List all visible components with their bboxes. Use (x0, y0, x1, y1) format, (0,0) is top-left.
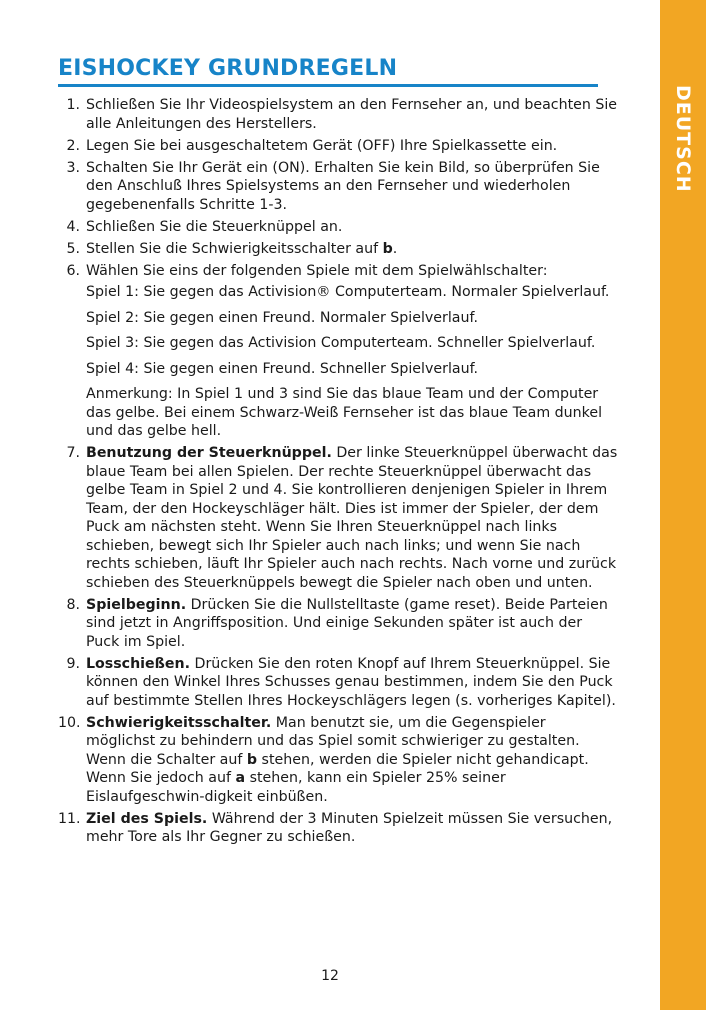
rule-text: Drücken Sie den roten Knopf auf Ihrem Steuerknüppel. Sie können den Winkel Ihres Schusses genau bestimmen, indem Sie den Puck auf bestimmte Stellen Ihres Hockeyschlägers legen (s. vorheriges Kapitel). (86, 655, 616, 709)
page-title: EISHOCKEY GRUNDREGELN (58, 56, 398, 81)
rule-number: 5. (66, 240, 80, 257)
rule-text: Schließen Sie die Steuerknüppel an. (86, 218, 343, 235)
rule-text: Der linke Steuerknüppel überwacht das blaue Team bei allen Spielen. Der rechte Steuerknüppel überwacht das gelbe Team in Spiel 2 und 4. Sie kontrollieren denjenigen Spieler in Ihrem Team, der den Hockeyschläger hält. Dies ist immer der Spieler, der dem Puck am nächsten steht. Wenn Sie Ihren Steuerknüppel nach links schieben, bewegt sich Ihr Spieler auch nach links; und wenn Sie nach rechts schieben, läuft Ihr Spieler auch nach rechts. Nach vorne und zurück schieben des Steuerknüppels bewegt die Spieler nach oben und unten. (86, 445, 618, 591)
game-list (86, 283, 618, 378)
rule-lead: Benutzung der Steuerknüppel. (86, 445, 332, 461)
title-underline (58, 84, 598, 87)
language-label: DEUTSCH (672, 85, 694, 193)
rule-text: Schließen Sie Ihr Videospielsystem an den Fernseher an, und beachten Sie alle Anleitungen des Herstellers. (86, 97, 618, 132)
rule-lead: Spielbeginn. (86, 596, 187, 613)
game-variant: Spiel 4: Sie gegen einen Freund. Schneller Spielverlauf. (86, 360, 479, 377)
language-tab-label (660, 84, 706, 194)
rule-number: 10. (58, 714, 81, 731)
setting-b: b (382, 240, 393, 257)
rule-number: 2. (66, 137, 80, 154)
rule-item (58, 810, 618, 847)
rule-number: 3. (66, 159, 80, 176)
rule-text: stehen, werden die Spieler nicht gehandicapt. Wenn Sie jedoch auf (86, 751, 589, 786)
rule-item (58, 596, 618, 652)
rule-text: Schalten Sie Ihr Gerät ein (ON). Erhalten Sie kein Bild, so überprüfen Sie den Anschluß Ihres Spielsystems an den Fernseher und wiederholen gegebenenfalls Schritte 1-3. (86, 159, 600, 213)
rule-number: 11. (58, 810, 81, 827)
rule-number: 1. (66, 97, 80, 113)
rule-text: stehen, kann ein Spieler 25% seiner Eislaufgeschwin-digkeit einbüßen. (86, 770, 506, 805)
game-note: Anmerkung: In Spiel 1 und 3 sind Sie das blaue Team und der Computer das gelbe. Bei einem Schwarz-Weiß Fernseher ist das blaue Team dunkel und das gelbe hell. (86, 386, 603, 439)
rule-lead: Losschießen. (86, 655, 190, 672)
rule-number: 7. (66, 445, 80, 461)
rule-number: 4. (66, 218, 80, 235)
rule-item (58, 444, 618, 592)
rule-item (58, 714, 618, 807)
rule-number: 6. (66, 262, 80, 279)
setting-a: a (235, 770, 246, 786)
game-variant: Spiel 2: Sie gegen einen Freund. Normaler Spielverlauf. (86, 309, 478, 326)
page-number: 12 (321, 968, 339, 984)
rules-list (58, 96, 618, 850)
rule-text: Legen Sie bei ausgeschaltetem Gerät (OFF) Ihre Spielkassette ein. (86, 137, 558, 154)
rule-text: Drücken Sie die Nullstelltaste (game reset). Beide Parteien sind jetzt in Angriffsposition. Und einige Sekunden später ist auch der Puck im Spiel. (86, 596, 608, 650)
rule-suffix: . (392, 240, 398, 257)
rule-item (58, 159, 618, 215)
rule-item (58, 262, 618, 441)
rule-text: Wählen Sie eins der folgenden Spiele mit dem Spielwählschalter: (86, 262, 548, 279)
rule-text: Während der 3 Minuten Spielzeit müssen Sie versuchen, mehr Tore als Ihr Gegner zu schießen. (86, 810, 613, 845)
rule-text: Stellen Sie die Schwierigkeitsschalter auf (86, 240, 379, 257)
rule-lead: Schwierigkeitsschalter. (86, 714, 272, 731)
rule-item (58, 137, 618, 156)
rule-text: Man benutzt sie, um die Gegenspieler möglichst zu behindern und das Spiel somit schwieriger zu gestalten. Wenn die Schalter auf (86, 714, 580, 768)
rule-item (58, 655, 618, 711)
setting-b: b (246, 751, 258, 768)
game-variant: Spiel 3: Sie gegen das Activision Computerteam. Schneller Spielverlauf. (86, 335, 596, 351)
game-variant: Spiel 1: Sie gegen das Activision® Computerteam. Normaler Spielverlauf. (86, 284, 610, 300)
rule-item (58, 96, 618, 133)
rule-lead: Ziel des Spiels. (86, 810, 208, 827)
rule-number: 9. (66, 655, 80, 672)
rule-item (58, 218, 618, 237)
rule-number: 8. (66, 596, 80, 613)
rule-item (58, 240, 618, 259)
